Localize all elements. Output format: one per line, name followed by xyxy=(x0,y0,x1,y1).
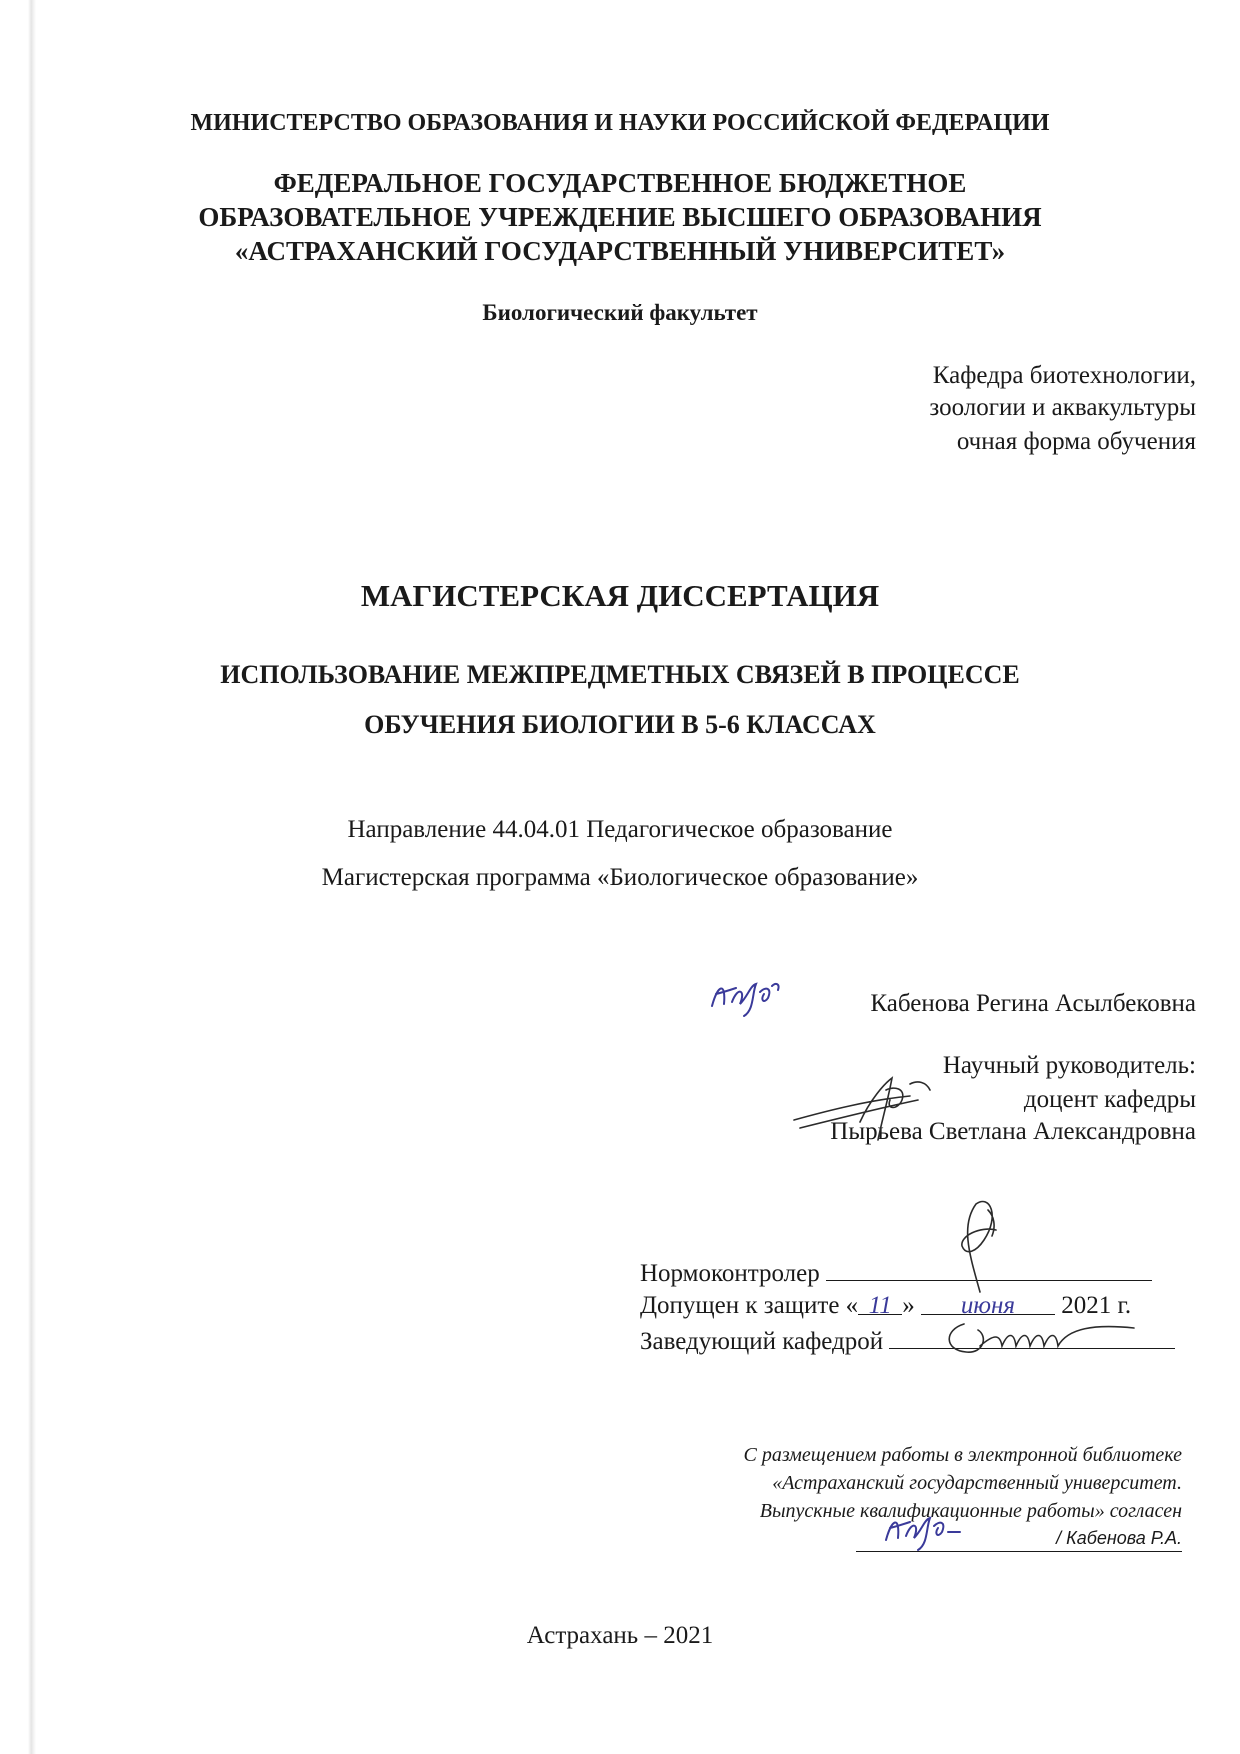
head-of-department-label: Заведующий кафедрой xyxy=(640,1328,884,1355)
admission-label: Допущен к защите « xyxy=(640,1292,859,1319)
library-consent-signature-text: / Кабенова Р.А. xyxy=(1056,1528,1182,1548)
admission-quote-close: » xyxy=(902,1292,915,1319)
supervisor-label: Научный руководитель: xyxy=(942,1052,1196,1079)
supervisor-position: доцент кафедры xyxy=(1023,1086,1196,1113)
consent-signature xyxy=(880,1510,970,1554)
city-year: Астрахань – 2021 xyxy=(526,1622,714,1649)
study-direction: Направление 44.04.01 Педагогическое образование xyxy=(347,816,893,843)
supervisor-signature xyxy=(790,1070,940,1150)
institution-line-3: «АСТРАХАНСКИЙ ГОСУДАРСТВЕННЫЙ УНИВЕРСИТЕТ» xyxy=(234,236,1006,266)
institution-line-1: ФЕДЕРАЛЬНОЕ ГОСУДАРСТВЕННОЕ БЮДЖЕТНОЕ xyxy=(273,168,967,198)
supervisor-name: Пырьева Светлана Александровна xyxy=(830,1118,1196,1145)
norm-control-row xyxy=(640,1258,1182,1288)
thesis-title-line-2: ОБУЧЕНИЯ БИОЛОГИИ В 5-6 КЛАССАХ xyxy=(364,710,876,739)
admission-year: 2021 г. xyxy=(1061,1292,1132,1319)
norm-control-label: Нормоконтролер xyxy=(640,1260,820,1287)
student-name: Кабенова Регина Асылбековна xyxy=(870,990,1196,1017)
master-program: Магистерская программа «Биологическое образование» xyxy=(321,864,919,891)
document-type: МАГИСТЕРСКАЯ ДИССЕРТАЦИЯ xyxy=(360,578,880,613)
admission-month: июня xyxy=(921,1292,1055,1315)
library-consent-line-3: Выпускные квалификационные работы» согласен xyxy=(759,1500,1182,1522)
department-line-2: зоологии и аквакультуры xyxy=(929,394,1196,421)
student-signature xyxy=(706,976,786,1020)
head-of-department-signature xyxy=(944,1316,1144,1360)
library-consent-line-2: «Астраханский государственный университет. xyxy=(772,1472,1182,1494)
norm-control-signature xyxy=(940,1196,1010,1296)
department-line-1: Кафедра биотехнологии, xyxy=(932,362,1196,389)
institution-line-2: ОБРАЗОВАТЕЛЬНОЕ УЧРЕЖДЕНИЕ ВЫСШЕГО ОБРАЗОВАНИЯ xyxy=(198,202,1042,232)
study-form: очная форма обучения xyxy=(956,428,1196,455)
faculty-name: Биологический факультет xyxy=(482,300,758,325)
ministry-heading: МИНИСТЕРСТВО ОБРАЗОВАНИЯ И НАУКИ РОССИЙСКОЙ ФЕДЕРАЦИИ xyxy=(190,110,1050,136)
admission-day: 11 xyxy=(858,1292,902,1315)
library-consent-line-1: С размещением работы в электронной библиотеке xyxy=(743,1444,1182,1466)
thesis-title-line-1: ИСПОЛЬЗОВАНИЕ МЕЖПРЕДМЕТНЫХ СВЯЗЕЙ В ПРОЦЕССЕ xyxy=(220,660,1020,689)
